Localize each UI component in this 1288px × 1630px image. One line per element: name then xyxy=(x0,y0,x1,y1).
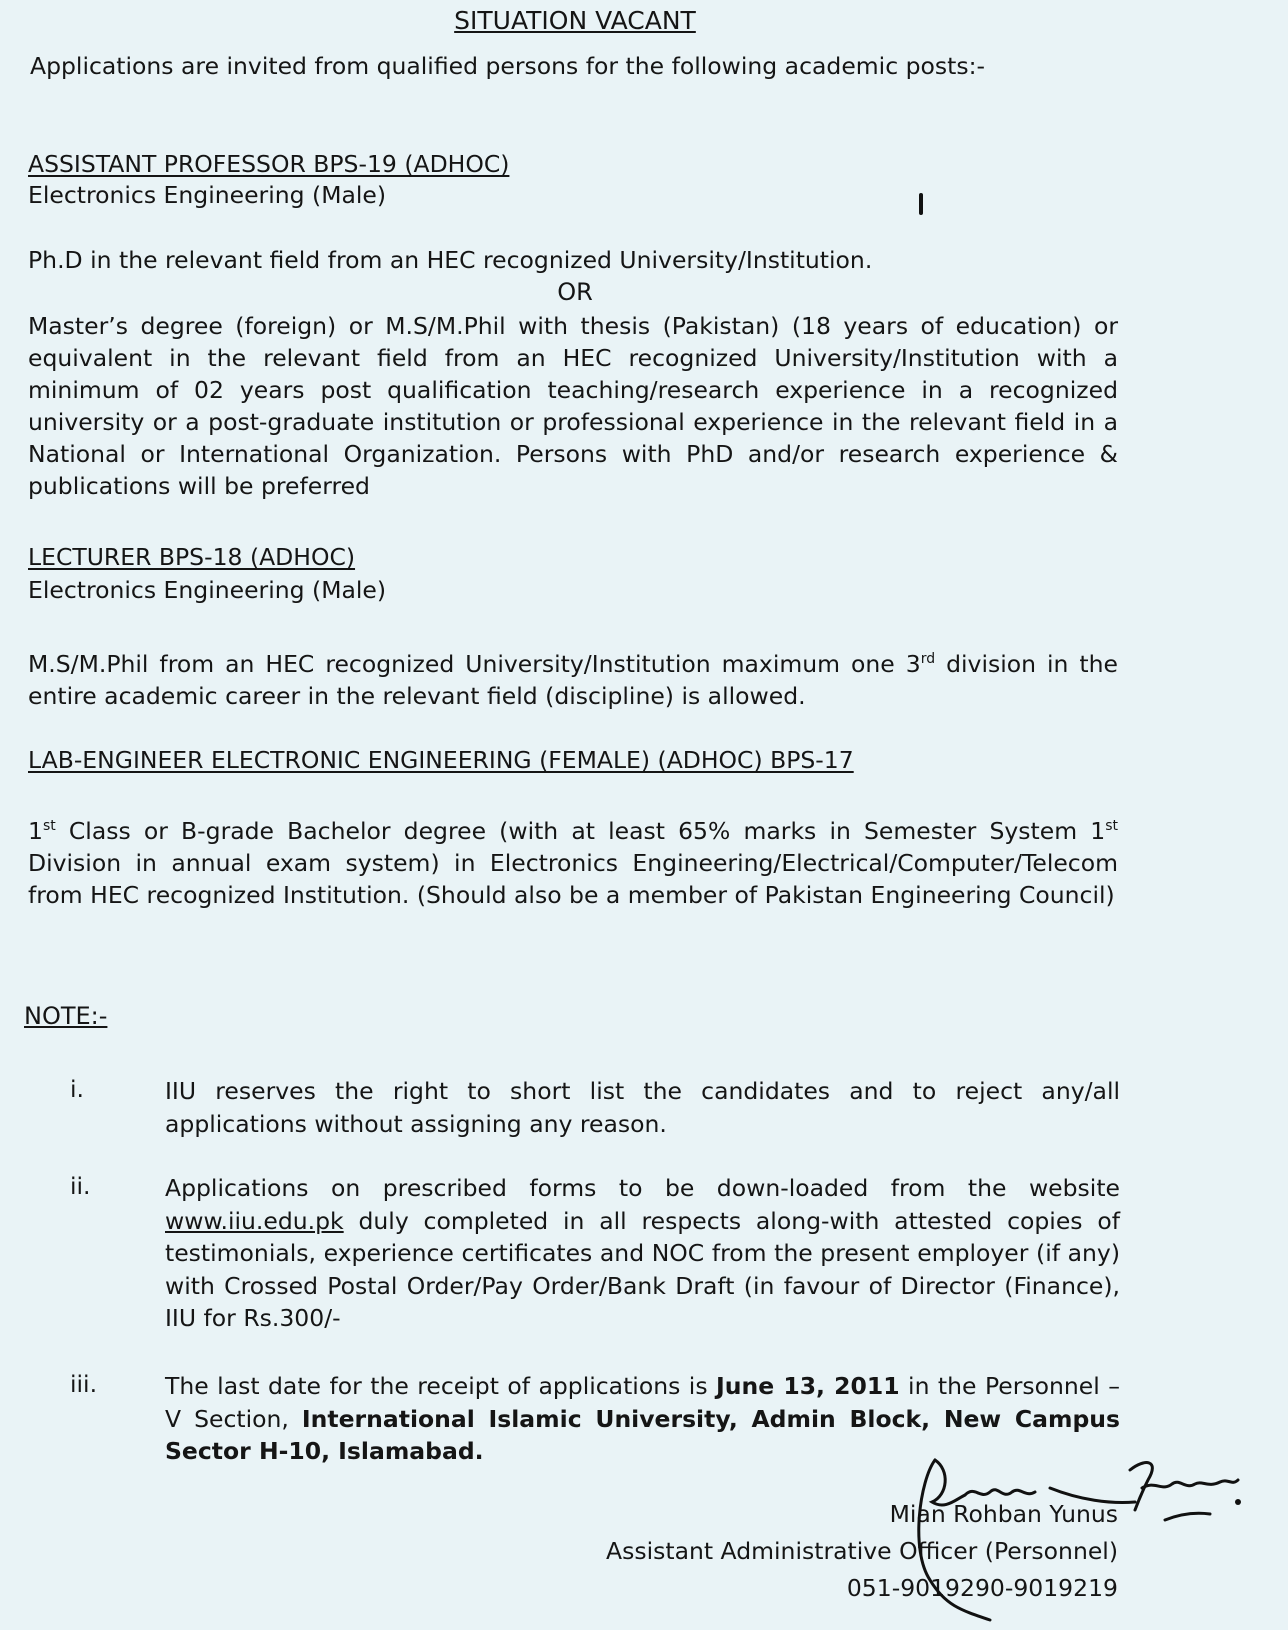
or-separator: OR xyxy=(557,278,593,306)
requirement-lecturer: M.S/M.Phil from an HEC recognized University/Institution maximum one 3rd division in the entire academic career in the relevant field (discipline) is allowed. xyxy=(28,649,1118,710)
note-item-shortlist: IIU reserves the right to short list the candidates and to reject any/all applications without assigning any reason. xyxy=(165,1077,1120,1138)
requirement-lab-engineer: 1st Class or B-grade Bachelor degree (with at least 65% marks in Semester System 1st Division in annual exam system) in Electronics Engineering/Electrical/Computer/Telecom from HEC recognized Institution. (Should also be a member of Pakistan Engineering Council) xyxy=(28,816,1118,909)
ink-mark xyxy=(919,193,923,215)
website-link[interactable]: www.iiu.edu.pk xyxy=(165,1206,344,1235)
post-heading-lecturer: LECTURER BPS-18 (ADHOC) xyxy=(28,543,356,571)
signatory-name: Mian Rohban Yunus xyxy=(889,1500,1118,1528)
page-title: SITUATION VACANT xyxy=(454,6,696,35)
signatory-phone: 051-9019290-9019219 xyxy=(846,1574,1118,1602)
note-item-application-forms: Applications on prescribed forms to be down-loaded from the website www.iiu.edu.pk duly completed in all respects along-with attested copies of testimonials, experience certificates and NOC from the present employer (if any) with Crossed Postal Order/Pay Order/Bank Draft (in favour of Director (Finance), IIU for Rs.300/- xyxy=(165,1174,1120,1332)
post-heading-assistant-professor: ASSISTANT PROFESSOR BPS-19 (ADHOC) xyxy=(28,150,510,178)
requirement-phd: Ph.D in the relevant field from an HEC recognized University/Institution. xyxy=(28,246,873,274)
last-date: June 13, 2011 xyxy=(716,1372,900,1400)
note-number: i. xyxy=(70,1075,84,1103)
handwritten-signature xyxy=(880,1440,1280,1630)
post-heading-lab-engineer: LAB-ENGINEER ELECTRONIC ENGINEERING (FEMALE) (ADHOC) BPS-17 xyxy=(28,746,854,774)
note-heading: NOTE:- xyxy=(24,1002,108,1030)
intro-text: Applications are invited from qualified persons for the following academic posts:- xyxy=(30,52,985,80)
signatory-designation: Assistant Administrative Officer (Personnel) xyxy=(606,1537,1118,1565)
university-address: International Islamic University, Admin Block, New Campus Sector H-10, Islamabad. xyxy=(165,1404,1121,1465)
post-subtitle: Electronics Engineering (Male) xyxy=(28,181,387,209)
requirement-masters: Master’s degree (foreign) or M.S/M.Phil with thesis (Pakistan) (18 years of education) or equivalent in the relevant field from an HEC recognized University/Institution with a minimum of 02 years post qualification teaching/research experience in a recognized university or a post-graduate institution or professional experience in the relevant field in a National or International Organization. Persons with PhD and/or research experience & publications will be preferred xyxy=(28,312,1118,500)
post-subtitle: Electronics Engineering (Male) xyxy=(28,576,387,604)
note-item-last-date: The last date for the receipt of applications is June 13, 2011 in the Personnel – V Section, International Islamic University, Admin Block, New Campus Sector H-10, Islamabad. xyxy=(165,1372,1121,1465)
note-number: ii. xyxy=(70,1172,91,1200)
note-number: iii. xyxy=(70,1370,98,1398)
